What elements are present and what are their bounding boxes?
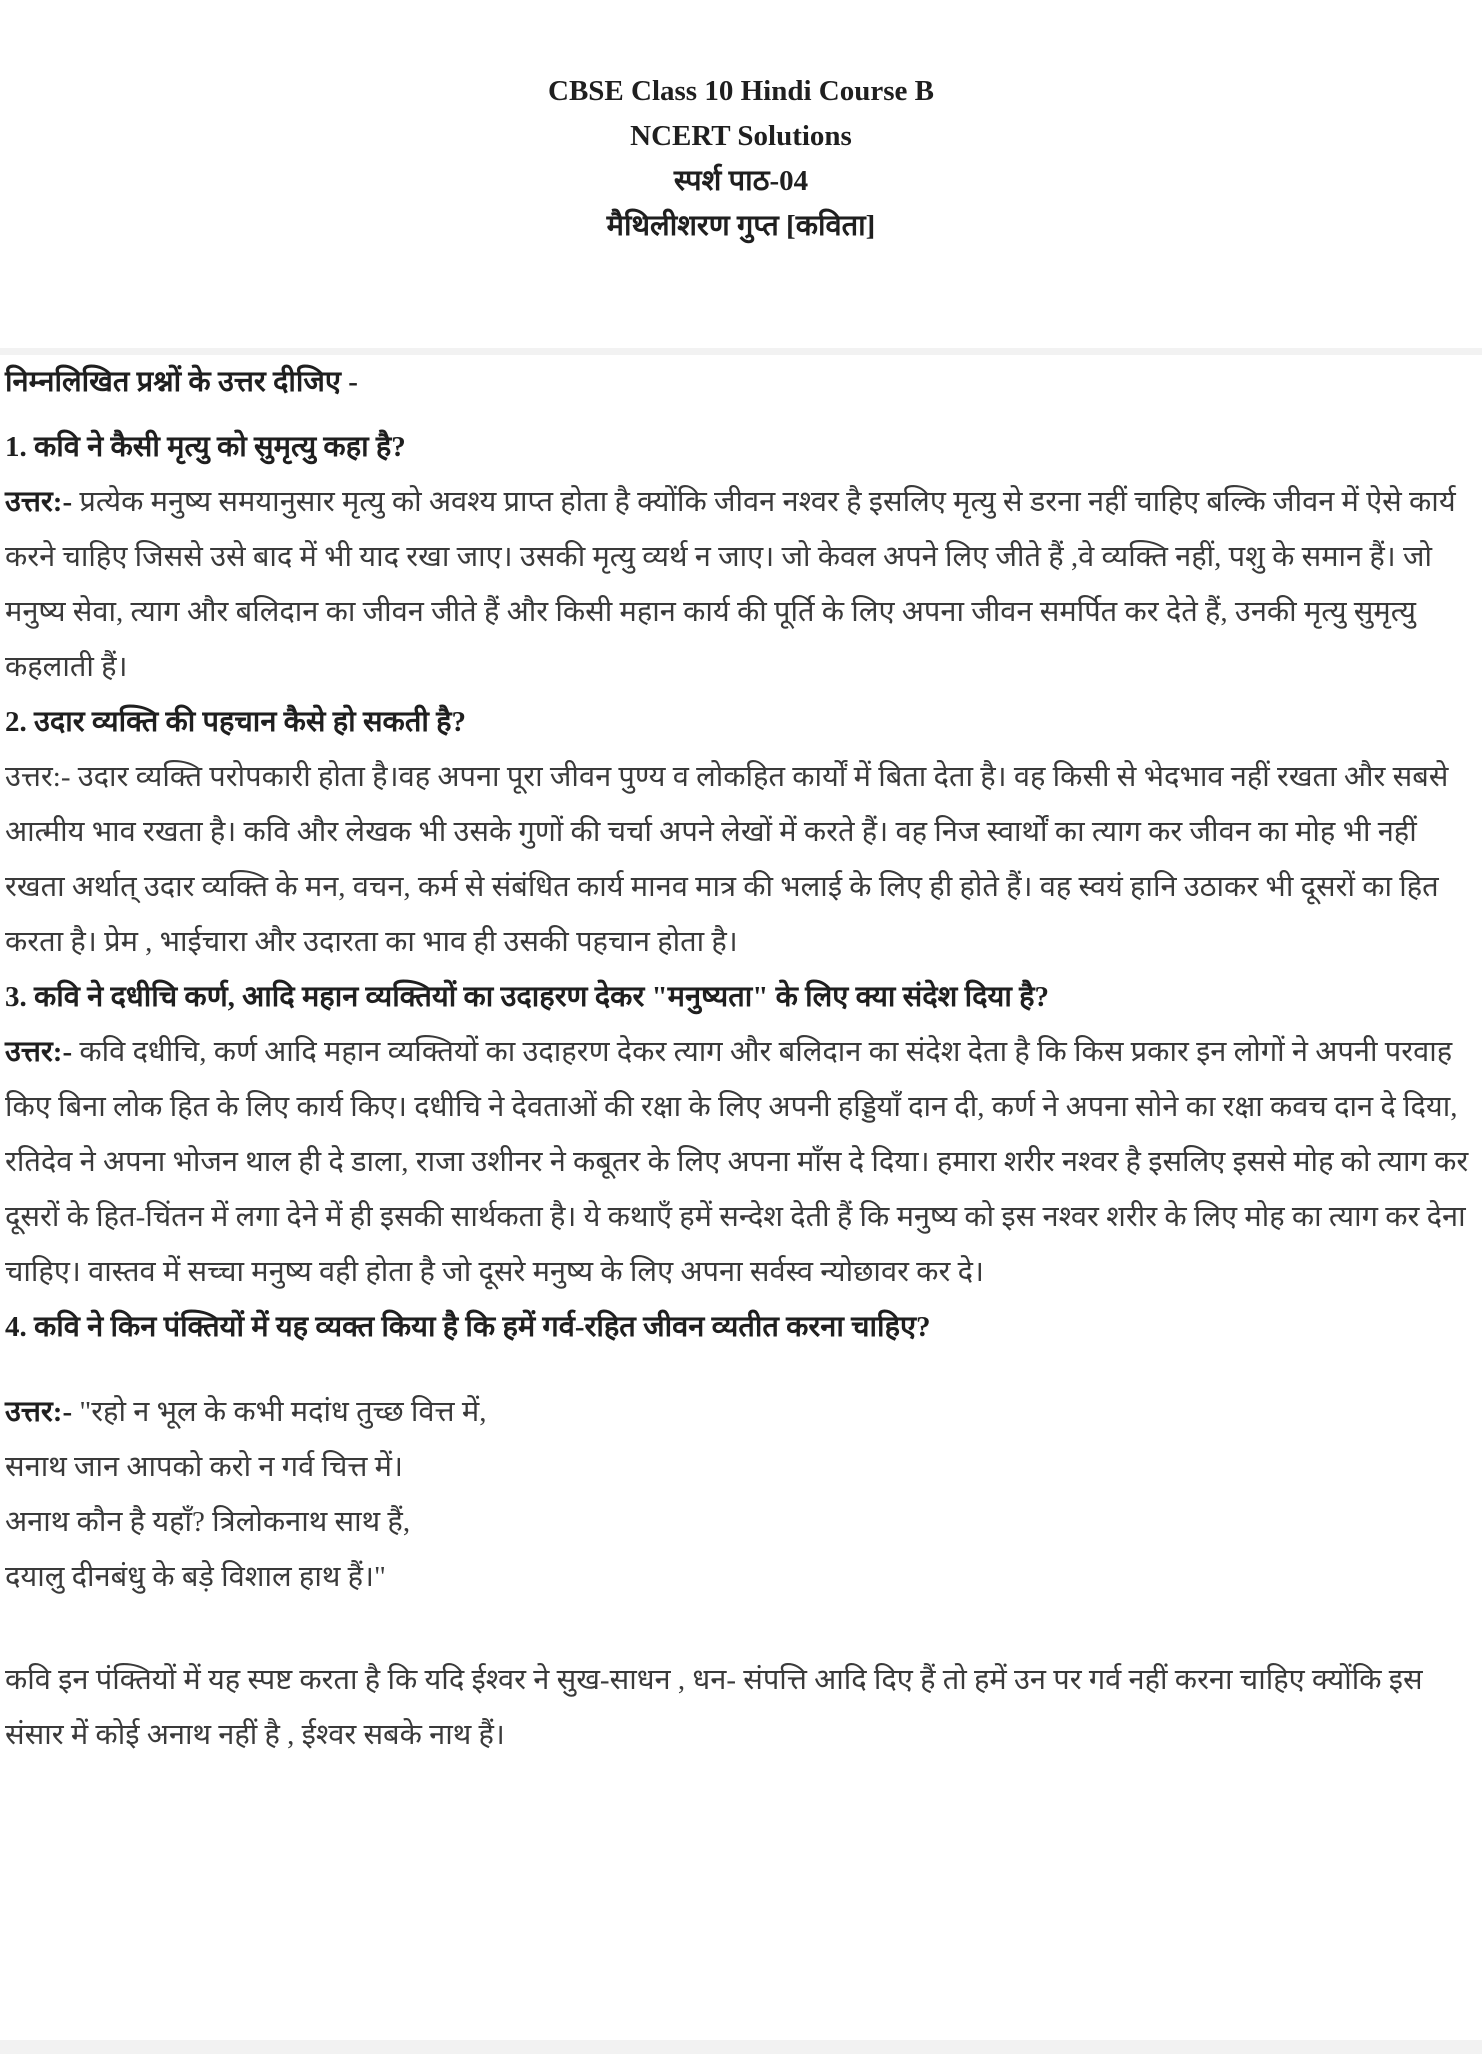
question-3: 3. कवि ने दधीचि कर्ण, आदि महान व्यक्तियों का उदाहरण देकर "मनुष्यता" के लिए क्या संदेश दिया है? <box>5 981 1050 1013</box>
answer-1 <box>5 475 1476 695</box>
answer-4-label: उत्तर:- <box>5 1396 73 1428</box>
answer-4-poem-line-2: सनाथ जान आपको करो न गर्व चित्त में। <box>5 1451 403 1483</box>
question-4: 4. कवि ने किन पंक्तियों में यह व्यक्त किया है कि हमें गर्व-रहित जीवन व्यतीत करना चाहिए? <box>5 1311 931 1343</box>
header-chapter-title: स्पर्श पाठ-04 <box>673 165 809 197</box>
answer-1-label: उत्तर:- <box>5 486 73 518</box>
answer-2 <box>5 750 1476 970</box>
header-course-title: CBSE Class 10 Hindi Course B <box>548 75 934 107</box>
bottom-band <box>0 2040 1482 2054</box>
answer-4-poem-line-3: अनाथ कौन है यहाँ? त्रिलोकनाथ साथ हैं, <box>5 1506 411 1538</box>
answer-3-label: उत्तर:- <box>5 1036 73 1068</box>
poem-line-1-text: "रहो न भूल के कभी मदांध तुच्छ वित्त में, <box>79 1396 487 1428</box>
answer-4-poem-line-4: दयालु दीनबंधु के बड़े विशाल हाथ हैं।" <box>5 1561 386 1593</box>
section-divider <box>0 348 1482 355</box>
answer-4-poem-line-1 <box>5 1385 1476 1440</box>
question-1: 1. कवि ने कैसी मृत्यु को सुमृत्यु कहा है? <box>5 431 406 463</box>
answer-4-explanation: कवि इन पंक्तियों में यह स्पष्ट करता है कि यदि ईश्वर ने सुख-साधन , धन- संपत्ति आदि दिए हैं तो हमें उन पर गर्व नहीं करना चाहिए क्योंकि इस संसार में कोई अनाथ नहीं है , ईश्वर सबके नाथ हैं। <box>5 1664 1423 1751</box>
header-poet-title: मैथिलीशरण गुप्त [कविता] <box>606 210 876 242</box>
question-2: 2. उदार व्यक्ति की पहचान कैसे हो सकती है? <box>5 706 467 738</box>
instructions-line: निम्नलिखित प्रश्नों के उत्तर दीजिए - <box>5 366 358 398</box>
answer-1-text: प्रत्येक मनुष्य समयानुसार मृत्यु को अवश्य प्राप्त होता है क्योंकि जीवन नश्वर है इसलिए मृत्यु से डरना नहीं चाहिए बल्कि जीवन में ऐसे कार्य करने चाहिए जिससे उसे बाद में भी याद रखा जाए। उसकी मृत्यु व्यर्थ न जाए। जो केवल अपने लिए जीते हैं ,वे व्यक्ति नहीं, पशु के समान हैं। जो मनुष्य सेवा, त्याग और बलिदान का जीवन जीते हैं और किसी महान कार्य की पूर्ति के लिए अपना जीवन समर्पित कर देते हैं, उनकी मृत्यु सुमृत्यु कहलाती हैं। <box>5 486 1456 683</box>
document-header <box>0 0 1482 244</box>
document-body <box>0 355 1482 1763</box>
header-ncert-solutions: NCERT Solutions <box>630 120 852 152</box>
answer-3-text: कवि दधीचि, कर्ण आदि महान व्यक्तियों का उदाहरण देकर त्याग और बलिदान का संदेश देता है कि किस प्रकार इन लोगों ने अपनी परवाह किए बिना लोक हित के लिए कार्य किए। दधीचि ने देवताओं की रक्षा के लिए अपनी हड्डियाँ दान दी, कर्ण ने अपना सोने का रक्षा कवच दान दे दिया, रतिदेव ने अपना भोजन थाल ही दे डाला, राजा उशीनर ने कबूतर के लिए अपना माँस दे दिया। हमारा शरीर नश्वर है इसलिए इससे मोह को त्याग कर दूसरों के हित-चिंतन में लगा देने में ही इसकी सार्थकता है। ये कथाएँ हमें सन्देश देती हैं कि मनुष्य को इस नश्वर शरीर के लिए मोह का त्याग कर देना चाहिए। वास्तव में सच्चा मनुष्य वही होता है जो दूसरे मनुष्य के लिए अपना सर्वस्व न्योछावर कर दे। <box>5 1036 1469 1288</box>
answer-2-label: उत्तर:- <box>5 761 71 793</box>
answer-3 <box>5 1025 1476 1300</box>
answer-2-text: उदार व्यक्ति परोपकारी होता है।वह अपना पूरा जीवन पुण्य व लोकहित कार्यों में बिता देता है। वह किसी से भेदभाव नहीं रखता और सबसे आत्मीय भाव रखता है। कवि और लेखक भी उसके गुणों की चर्चा अपने लेखों में करते हैं। वह निज स्वार्थों का त्याग कर जीवन का मोह भी नहीं रखता अर्थात् उदार व्यक्ति के मन, वचन, कर्म से संबंधित कार्य मानव मात्र की भलाई के लिए ही होते हैं। वह स्वयं हानि उठाकर भी दूसरों का हित करता है। प्रेम , भाईचारा और उदारता का भाव ही उसकी पहचान होता है। <box>5 761 1449 958</box>
